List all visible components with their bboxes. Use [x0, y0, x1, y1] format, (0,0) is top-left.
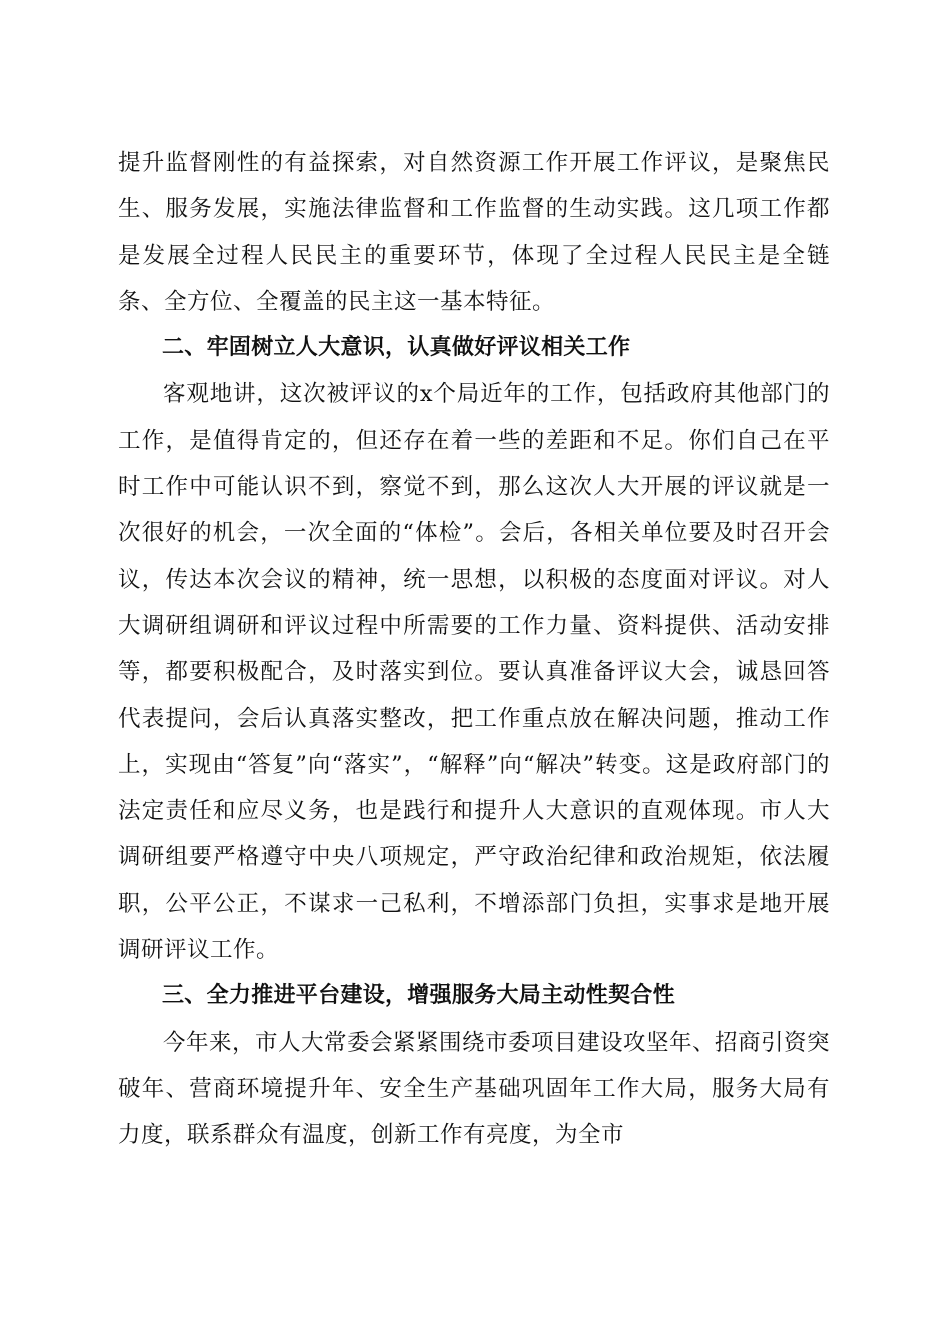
- document-body: [118, 140, 830, 1159]
- paragraph-continuation: 提升监督刚性的有益探索，对自然资源工作开展工作评议，是聚焦民生、服务发展，实施法律监督和工作监督的生动实践。这几项工作都是发展全过程人民民主的重要环节，体现了全过程人民民主是全链条、全方位、全覆盖的民主这一基本特征。: [118, 150, 830, 315]
- paragraph-section-2: 客观地讲，这次被评议的x个局近年的工作，包括政府其他部门的工作，是值得肯定的，但还存在着一些的差距和不足。你们自己在平时工作中可能认识不到，察觉不到，那么这次人大开展的评议就是一次很好的机会，一次全面的“体检”。会后，各相关单位要及时召开会议，传达本次会议的精神，统一思想，以积极的态度面对评议。对人大调研组调研和评议过程中所需要的工作力量、资料提供、活动安排等，都要积极配合，及时落实到位。要认真准备评议大会，诚恳回答代表提问，会后认真落实整改，把工作重点放在解决问题，推动工作上，实现由“答复”向“落实”，“解释”向“解决”转变。这是政府部门的法定责任和应尽义务，也是践行和提升人大意识的直观体现。市人大调研组要严格遵守中央八项规定，严守政治纪律和政治规矩，依法履职，公平公正，不谋求一己私利，不增添部门负担，实事求是地开展调研评议工作。: [118, 381, 830, 964]
- section-heading-2: 二、牢固树立人大意识，认真做好评议相关工作: [162, 335, 631, 361]
- section-heading-3: 三、全力推进平台建设，增强服务大局主动性契合性: [162, 983, 675, 1009]
- paragraph-section-3: 今年来，市人大常委会紧紧围绕市委项目建设攻坚年、招商引资突破年、营商环境提升年、安全生产基础巩固年工作大局，服务大局有力度，联系群众有温度，创新工作有亮度，为全市: [118, 1029, 831, 1149]
